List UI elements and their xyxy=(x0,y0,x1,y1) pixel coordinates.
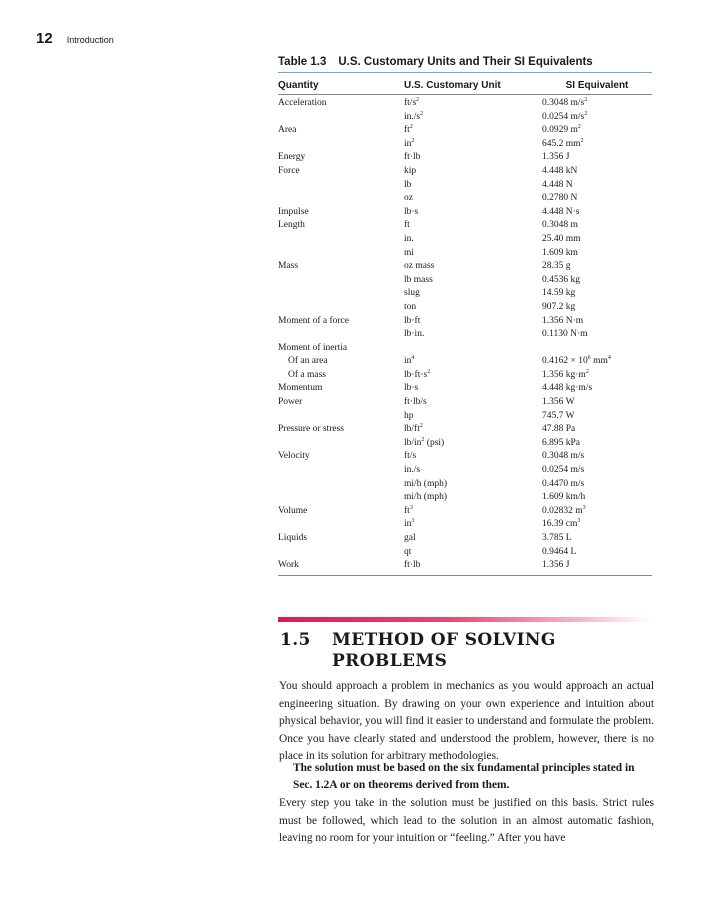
us-unit-cell: in./s xyxy=(404,465,421,476)
us-unit-cell: $in^3$ xyxy=(404,518,415,530)
section-title: METHOD OF SOLVING PROBLEMS xyxy=(332,630,556,671)
us-unit-cell: slug xyxy=(404,288,420,299)
quantity-cell: Impulse xyxy=(278,206,309,217)
quantity-cell: Velocity xyxy=(278,451,310,462)
table-row xyxy=(278,192,652,206)
us-unit-cell: lb·s xyxy=(404,206,419,217)
running-head xyxy=(36,30,114,47)
quantity-cell xyxy=(278,287,404,301)
table-row xyxy=(278,95,652,111)
si-equivalent-cell: 1.356 J xyxy=(542,559,652,575)
quantity-cell xyxy=(278,247,404,261)
quantity-cell: Mass xyxy=(278,261,299,272)
si-equivalent-cell: 14.59 kg xyxy=(542,288,576,299)
table-row xyxy=(278,206,652,220)
quantity-cell xyxy=(278,478,404,492)
quantity-cell xyxy=(278,274,404,288)
us-unit-cell: in. xyxy=(404,233,414,244)
principle-statement: The solution must be based on the six fundamental principles stated in Sec. 1.2A or on theorems derived from them. xyxy=(293,762,635,791)
us-unit-cell: mi/h (mph) xyxy=(404,478,448,489)
table-header-row xyxy=(278,73,652,95)
quantity-cell: Energy xyxy=(278,152,306,163)
us-unit-cell: $lb/in^2$ (psi) xyxy=(404,436,445,448)
si-equivalent-cell: 1.356 N·m xyxy=(542,315,584,326)
si-equivalent-cell: 1.609 km/h xyxy=(542,492,586,503)
quantity-cell xyxy=(278,464,404,478)
quantity-cell: Length xyxy=(278,220,305,231)
paragraph-2: Every step you take in the solution must be justified on this basis. Strict rules must be followed, which lead to the solution in an almost automatic fashion, leaving no room for your intuition or “feeling.” After you have xyxy=(279,797,654,844)
us-unit-cell: $in^4$ xyxy=(404,355,415,367)
us-unit-cell: $ft^3$ xyxy=(404,504,413,516)
us-unit-cell: mi xyxy=(404,247,415,258)
us-unit-cell: lb mass xyxy=(404,274,433,285)
us-unit-cell: qt xyxy=(404,546,412,557)
table-row xyxy=(278,274,652,288)
quantity-cell xyxy=(278,179,404,193)
section-heading xyxy=(280,630,650,672)
running-title: Introduction xyxy=(66,35,114,45)
table-title: U.S. Customary Units and Their SI Equivalents xyxy=(338,56,593,68)
quantity-cell: Volume xyxy=(278,505,308,516)
si-equivalent-cell: 0.4536 kg xyxy=(542,274,580,285)
quantity-cell: Momentum xyxy=(278,383,323,394)
us-unit-cell: ft·lb/s xyxy=(404,397,427,408)
table-row xyxy=(278,342,652,356)
table-row xyxy=(278,165,652,179)
quantity-cell: Of a mass xyxy=(288,369,326,380)
quantity-cell xyxy=(278,192,404,206)
quantity-cell xyxy=(278,301,404,315)
quantity-cell xyxy=(278,410,404,424)
table-row xyxy=(278,382,652,396)
us-unit-cell: hp xyxy=(404,410,414,421)
us-unit-cell: $lb/ft^2$ xyxy=(404,423,423,435)
table-row xyxy=(278,219,652,233)
page-number: 12 xyxy=(36,30,53,47)
quantity-cell xyxy=(278,328,404,342)
table-row xyxy=(278,478,652,492)
us-unit-cell: $in./s^2$ xyxy=(404,110,424,122)
table-row xyxy=(278,151,652,165)
si-equivalent-cell: 3.785 L xyxy=(542,533,572,543)
header-si-equivalent: SI Equivalent xyxy=(542,73,652,95)
section-number: 1.5 xyxy=(280,630,311,650)
table-row xyxy=(278,546,652,560)
quantity-cell: Force xyxy=(278,165,300,176)
si-equivalent-cell: $0.4162 \times 10^6$ $mm^4$ xyxy=(542,355,611,367)
table-row xyxy=(278,138,652,152)
table-row xyxy=(278,518,652,532)
us-unit-cell: ft xyxy=(404,220,410,231)
table-row xyxy=(278,505,652,519)
quantity-cell: Acceleration xyxy=(278,98,327,108)
si-equivalent-cell xyxy=(542,342,652,356)
us-unit-cell: $ft^2$ xyxy=(404,124,413,136)
us-unit-cell: lb·s xyxy=(404,383,419,394)
us-unit-cell: $in^2$ xyxy=(404,137,415,149)
table-row xyxy=(278,260,652,274)
us-unit-cell: gal xyxy=(404,533,416,543)
si-equivalent-cell: 0.0929 $m^2$ xyxy=(542,124,581,136)
table-number: Table 1.3 xyxy=(278,56,327,68)
quantity-cell xyxy=(278,518,404,532)
quantity-cell: Work xyxy=(278,559,404,575)
table-row xyxy=(278,233,652,247)
table-row xyxy=(278,464,652,478)
si-equivalent-cell: 0.2780 N xyxy=(542,193,578,204)
si-equivalent-cell: 0.3048 $m/s^2$ xyxy=(542,97,588,108)
si-equivalent-cell: 4.448 kg·m/s xyxy=(542,383,593,394)
si-equivalent-cell: 745.7 W xyxy=(542,410,575,421)
us-unit-cell: lb·in. xyxy=(404,329,425,340)
units-table xyxy=(278,56,652,576)
si-equivalent-cell: 907.2 kg xyxy=(542,301,576,312)
quantity-cell xyxy=(278,233,404,247)
quantity-cell: Power xyxy=(278,397,303,408)
us-unit-cell: mi/h (mph) xyxy=(404,492,448,503)
si-equivalent-cell: 0.02832 $m^3$ xyxy=(542,504,586,516)
si-equivalent-cell: 0.1130 N·m xyxy=(542,329,588,340)
si-equivalent-cell: 4.448 N·s xyxy=(542,206,580,217)
header-quantity: Quantity xyxy=(278,73,404,95)
table-row xyxy=(278,559,652,575)
si-equivalent-cell: 0.0254 m/s xyxy=(542,465,585,476)
si-equivalent-cell: 645.2 $mm^2$ xyxy=(542,137,584,149)
si-equivalent-cell: 0.0254 $m/s^2$ xyxy=(542,110,588,122)
table-row xyxy=(278,410,652,424)
us-unit-cell: kip xyxy=(404,165,417,176)
si-equivalent-cell: 25.40 mm xyxy=(542,233,581,244)
si-equivalent-cell: 4.448 N xyxy=(542,179,573,190)
quantity-cell xyxy=(278,491,404,505)
table-row xyxy=(278,179,652,193)
us-unit-cell: oz xyxy=(404,193,413,204)
table-row xyxy=(278,491,652,505)
us-unit-cell: oz mass xyxy=(404,261,435,272)
table-body xyxy=(278,95,652,576)
table-row xyxy=(278,124,652,138)
table-row xyxy=(278,437,652,451)
us-unit-cell: lb·ft xyxy=(404,315,421,326)
table-row xyxy=(278,328,652,342)
table-row xyxy=(278,247,652,261)
quantity-cell: Liquids xyxy=(278,533,308,543)
conversion-table xyxy=(278,73,652,576)
si-equivalent-cell: 1.356 $kg\cdot m^2$ xyxy=(542,368,589,380)
si-equivalent-cell: 0.4470 m/s xyxy=(542,478,585,489)
si-equivalent-cell: 1.356 W xyxy=(542,397,575,408)
si-equivalent-cell: 0.3048 m xyxy=(542,220,578,231)
table-row xyxy=(278,532,652,546)
paragraph-1: You should approach a problem in mechanics as you would approach an actual engineering situation. By drawing on your own experience and intuition about physical behavior, you will find it easier to understand and formulate the problem. Once you have clearly stated and understood the problem, however, there is no place in its solution for arbitrary methodologies. xyxy=(279,680,654,762)
us-unit-cell: ft·lb xyxy=(404,559,542,575)
table-row xyxy=(278,423,652,437)
quantity-cell xyxy=(278,437,404,451)
us-unit-cell: lb xyxy=(404,179,412,190)
si-equivalent-cell: 1.609 km xyxy=(542,247,578,258)
si-equivalent-cell: 1.356 J xyxy=(542,152,570,163)
si-equivalent-cell: 4.448 kN xyxy=(542,165,578,176)
quantity-cell: Area xyxy=(278,125,297,136)
us-unit-cell xyxy=(404,342,542,356)
section-divider-bar xyxy=(278,617,652,622)
table-row xyxy=(278,355,652,369)
si-equivalent-cell: 28.35 g xyxy=(542,261,571,272)
quantity-cell: Moment of inertia xyxy=(278,342,348,353)
si-equivalent-cell: 0.9464 L xyxy=(542,546,577,557)
us-unit-cell: ft/s xyxy=(404,451,417,462)
us-unit-cell: $ft/s^2$ xyxy=(404,97,420,108)
quantity-cell: Of an area xyxy=(288,356,328,367)
quantity-cell xyxy=(278,111,404,125)
table-row xyxy=(278,287,652,301)
table-row xyxy=(278,450,652,464)
quantity-cell: Pressure or stress xyxy=(278,424,344,435)
table-row xyxy=(278,111,652,125)
quantity-cell: Moment of a force xyxy=(278,315,349,326)
header-us-unit: U.S. Customary Unit xyxy=(404,73,542,95)
si-equivalent-cell: 47.88 Pa xyxy=(542,424,576,435)
quantity-cell xyxy=(278,138,404,152)
us-unit-cell: ton xyxy=(404,301,417,312)
table-row xyxy=(278,301,652,315)
us-unit-cell: ft·lb xyxy=(404,152,421,163)
table-row xyxy=(278,396,652,410)
table-row xyxy=(278,315,652,329)
quantity-cell xyxy=(278,546,404,560)
us-unit-cell: $lb\cdot ft\cdot s^2$ xyxy=(404,368,431,380)
si-equivalent-cell: 16.39 $cm^3$ xyxy=(542,518,581,530)
table-caption xyxy=(278,56,652,73)
table-row xyxy=(278,369,652,383)
si-equivalent-cell: 0.3048 m/s xyxy=(542,451,585,462)
si-equivalent-cell: 6.895 kPa xyxy=(542,437,580,448)
